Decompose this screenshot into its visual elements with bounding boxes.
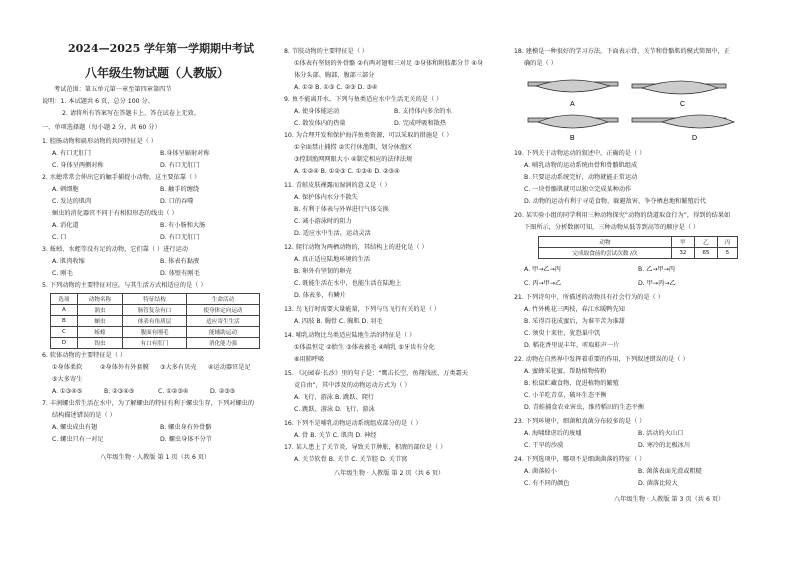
- option: A. 四肢 B. 胸骨 C. 胸肌 D. 羽毛: [294, 318, 383, 325]
- option: C. ①②③④: [158, 388, 189, 395]
- question-15: 15. 《沁园春·长沙》里的句子是：“鹰击长空，鱼翔浅底，万类霜天: [284, 370, 469, 377]
- question-text: 确的是（ ）: [524, 60, 557, 67]
- page-footer: 八年级生物 · 人教版 第 2 页（共 6 页）: [334, 470, 445, 477]
- option: A. ①② B. ①③ C. ②③ D. ③④: [294, 84, 378, 91]
- question-text: ①体温恒定 ②胎生 ③体表被毛 ④哺乳 ⑤牙齿有分化: [294, 344, 435, 351]
- exam-subject-title: 八年级生物试题（人教版）: [85, 66, 230, 80]
- table-cell: 5: [717, 248, 737, 259]
- table-cell: A: [51, 305, 78, 316]
- option: A. 蜜蜂采花蜜，帮助植物传粉: [524, 368, 607, 375]
- table-header: 选项: [51, 294, 78, 305]
- option: D. 有口无肛门: [160, 162, 200, 169]
- option: C. 身体呈两侧对称: [52, 162, 104, 169]
- option: B. 螺虫身有外骨骼: [160, 424, 212, 431]
- question-17: 17. 某人患上了关节炎，导致关节肿胀，积液的部位是（ ）: [284, 444, 447, 451]
- option: A. 螺虫成虫有翅: [52, 424, 98, 431]
- option: A. 使身体能运动: [294, 108, 340, 115]
- question-text: ①体表有坚韧的外骨骼 ②有两对翅和三对足 ③身体和附肢都分节 ④身: [294, 60, 483, 67]
- table-header: 丙: [717, 237, 737, 248]
- option: D. 有口无肛门: [160, 234, 200, 241]
- option: D. 体表多，有鳞片: [294, 292, 347, 299]
- table-cell: 涡虫: [77, 305, 122, 316]
- option: A. 保护体内水分不散失: [294, 194, 358, 201]
- question-18: 18. 建模是一种很好的学习方法，下面表示骨、关节和骨骼肌的模式简图中，正: [514, 48, 730, 55]
- option: A. 哺乳动物的运动系统由骨和骨骼肌组成: [524, 162, 638, 169]
- option: ③大多有贝壳: [160, 364, 197, 371]
- table-cell: 蚯蚓: [77, 327, 122, 338]
- question-20-table: [538, 236, 738, 259]
- option: C. 发达的肌肉: [52, 198, 92, 205]
- question-3: 3. 蚯蚓、水蛭等没有足的动物，它们靠（ ）进行运动: [42, 246, 188, 253]
- option: D. 螺虫身体不分节: [160, 436, 213, 443]
- section-heading: 一、单项选择题（每小题 2 分，共 60 分）: [42, 124, 161, 131]
- option: C. 散发体内的热量: [294, 120, 346, 127]
- question-9: 9. 鱼不能离开水，下列与鱼类适应水中生活无关的是（ ）: [284, 96, 443, 103]
- option: C. 螺虫只有一对足: [52, 436, 104, 443]
- table-row: [51, 305, 260, 316]
- option: A. 真正适应陆地环境的生活: [294, 256, 371, 263]
- table-cell: 有口有肛门: [123, 338, 187, 349]
- option: D. 寒冷的北极冰川: [638, 442, 691, 449]
- muscle-shape: [642, 81, 718, 94]
- question-12: 12. 爬行动物为两栖动物的，其结构上的进化是（ ）: [284, 244, 428, 251]
- question-text: 下图所示，分析数据可知，三种动物从低等到高等的顺序是（ ）: [524, 224, 700, 231]
- option: C. 干旱的沙漠: [524, 442, 564, 449]
- exam-note-1: 说明：1. 本试题共 6 页，总分 100 分。: [42, 98, 154, 105]
- page-footer: 八年级生物 · 人教版 第 3 页（共 6 页）: [614, 496, 725, 503]
- muscle-model-figure: [522, 70, 758, 142]
- option: A. 骨 B. 关节 C. 肌肉 D. 神经: [294, 432, 377, 439]
- option: D. 青蛙捕食农业害虫，维持稻田的生态平衡: [524, 404, 645, 411]
- table-row: [51, 338, 260, 349]
- question-6: 6. 软体动物的主要特征是（ ）: [42, 352, 127, 359]
- question-20: 20. 某实验小组的同学利用三种动物探究“动物的绕道取食行为”，得到的结果如: [514, 212, 731, 219]
- option: A. 竹外桃花三两枝，春江水暖鸭先知: [524, 306, 625, 313]
- option: B.身体呈辐射对称: [160, 150, 210, 157]
- table-cell: C: [51, 327, 78, 338]
- question-14: 14. 哺乳动物比鸟类适应陆地生活的特征是（ ）: [284, 332, 416, 339]
- option: C. 有不同的颜色: [524, 480, 570, 487]
- page-3: [514, 0, 764, 561]
- option: C. 减小游泳时的阻力: [294, 218, 352, 225]
- table-header: 特征结构: [123, 294, 187, 305]
- table-cell: B: [51, 316, 78, 327]
- table-header: 甲: [671, 237, 694, 248]
- table-cell: 完成取食前的尝试次数 /次: [539, 248, 672, 259]
- option: A. 刺细胞: [52, 186, 79, 193]
- question-11: 11. 青蛙皮肤裸露而湿润的意义是（ ）: [284, 182, 391, 189]
- table-header: 生命活动: [186, 294, 259, 305]
- question-5: 5. 下列动物的主要特征对应，与其生活方式相适应的是（ ）: [42, 282, 207, 289]
- option: C. 一块骨骼肌就可以独立完成某种动作: [524, 186, 632, 193]
- question-2: 2. 水螅常常会伸出它的触手捕捉小动物，这主要依靠（ ）: [42, 174, 201, 181]
- option: D. 甲→丙→乙: [638, 280, 676, 287]
- option: ④运动器官是足: [208, 364, 251, 371]
- page-2: [284, 0, 510, 561]
- option: A. ①②④ B. ①②③ C. ①③④ D. ②③④: [294, 168, 400, 175]
- table-row: [51, 316, 260, 327]
- option: A. 飞行、游泳 B. 跳跃、爬行: [294, 394, 375, 401]
- figure-label: A: [570, 101, 575, 108]
- option: B. 有利于体表与外界进行气体交换: [294, 206, 389, 213]
- table-cell: 腹面有刚毛: [123, 327, 187, 338]
- muscle-shape: [662, 115, 734, 128]
- table-cell: D: [51, 338, 78, 349]
- option: B. 触手的缠绕: [160, 186, 200, 193]
- table-cell: 65: [694, 248, 717, 259]
- question-10: 10. 为合理开发和保护海洋鱼类资源，可以采取的措施是（ ）: [284, 132, 453, 139]
- option: B. ②③④⑤: [104, 388, 135, 395]
- option: ①身体柔软: [52, 364, 83, 371]
- table-cell: 32: [671, 248, 694, 259]
- table-cell: 钩虫: [77, 338, 122, 349]
- question-24: 24. 下列选项中，哪项不是细菌菌落的特征（ ）: [514, 456, 646, 463]
- figure-label: B: [570, 135, 575, 142]
- exam-scope: 考试范围：第五单元第一章至第四章第四节: [54, 86, 172, 93]
- option: C. 小羊吃青草，破坏生态平衡: [524, 392, 607, 399]
- exam-note-2: 2. 请将所有答案写在答题卡上，答在试卷上无效。: [62, 110, 200, 117]
- table-cell: 消化能力强: [186, 338, 259, 349]
- muscle-shape: [538, 115, 608, 128]
- option: D. 口的吞噬: [160, 198, 194, 205]
- option: B. 菌落表面光滑或粗糙: [638, 468, 702, 475]
- option: C. 丙→甲→乙: [524, 280, 562, 287]
- option: ②身体外有外套膜: [100, 364, 149, 371]
- page-footer: 八年级生物 · 人教版 第 1 页（共 6 页）: [100, 454, 211, 461]
- table-cell: 蛔虫: [77, 316, 122, 327]
- exam-year-title: 2024—2025 学年第一学期期中考试: [68, 42, 255, 55]
- option: A. 关节软骨 B. 关节 C. 关节腔 D. 关节窝: [294, 456, 408, 463]
- table-cell: 使身体定向运动: [186, 305, 259, 316]
- question-7-cont: 结构描述错误的是（ ）: [52, 412, 116, 419]
- figure-label: D: [692, 135, 698, 142]
- table-header: 动物: [539, 237, 672, 248]
- question-13: 13. 鸟飞行时需要大量能量，下列与鸟飞行有关的是（ ）: [284, 306, 441, 313]
- question-1: 1. 腔肠动物和扁形动物的共同特征是（ ）: [42, 138, 158, 145]
- option: A. 菌落较小: [524, 468, 557, 475]
- option: A. 海啸肆虐后的废墟: [524, 430, 582, 437]
- table-cell: 适应寄生生活: [186, 316, 259, 327]
- table-header: 乙: [694, 237, 717, 248]
- option: A. 甲→乙→丙: [524, 266, 561, 273]
- table-header: 动物名称: [77, 294, 122, 305]
- option: B. 卵外有坚韧的卵壳: [294, 268, 352, 275]
- question-text: 体分头部、胸部、腹部三部分: [294, 72, 375, 79]
- option: A. 有口无肛门: [52, 150, 91, 157]
- question-text: ③控制渔网网眼大小 ④制定相应的法律法规: [294, 156, 413, 163]
- option: B. 支持体内多余的水: [394, 108, 452, 115]
- option: C. 须臾十来往，犹恐巢中饥: [524, 330, 601, 337]
- option: B. 采得百花成蜜后，为谁辛苦为谁甜: [524, 318, 625, 325]
- question-16: 16. 下列不是哺乳动物运动系统组成部分的是（ ）: [284, 420, 422, 427]
- option: B. 有小肠和大肠: [160, 222, 206, 229]
- option: B. 活动的火山口: [638, 430, 684, 437]
- option: B. 乙→甲→丙: [638, 266, 676, 273]
- table-row: [539, 248, 738, 259]
- question-8: 8. 节肢动物的主要特征是（ ）: [284, 48, 369, 55]
- table-row: [51, 327, 260, 338]
- option: C. 跳跃、游泳 D. 飞行、游泳: [294, 406, 375, 413]
- option: B. 体表有黏液: [160, 258, 200, 265]
- question-19: 19. 下列关于动物运动的叙述中，正确的是（ ）: [514, 150, 646, 157]
- table-cell: 肠管复杂有口: [123, 305, 187, 316]
- question-text: ⑥用肺呼吸: [294, 356, 325, 363]
- page-1: [40, 0, 268, 561]
- question-text: 蛔虫的消化器官不同于有相似形态的线虫（ ）: [52, 210, 178, 217]
- question-text: ①全面禁止捕捞 ②实行休渔期，划分休渔区: [294, 144, 413, 151]
- table-cell: 能辅助运动: [186, 327, 259, 338]
- option: C. 既能生活在水中，也能生活在陆地上: [294, 280, 402, 287]
- figure-label: C: [680, 101, 686, 108]
- question-23: 23. 下列环境中，细菌和真菌分布较多的是（ ）: [514, 418, 646, 425]
- option: D. ②③⑤: [210, 388, 236, 395]
- option: D. 体壁有刚毛: [160, 270, 200, 277]
- table-cell: 体表有角质层: [123, 316, 187, 327]
- question-22: 22. 动物在自然界中发挥着重要的作用，下列叙述错误的是（ ）: [514, 356, 689, 363]
- question-21: 21. 下列诗句中，所描述的动物具有社会行为的是（ ）: [514, 294, 664, 301]
- question-text: 竞自由”，其中涉及的动物运动方式为（ ）: [294, 382, 411, 389]
- option: D. 完成呼吸和散热: [394, 120, 447, 127]
- option: A. 肌肉收缩: [52, 258, 85, 265]
- option: D. 稻花香里说丰年，听取蛙声一片: [524, 342, 620, 349]
- option: B. 只要运动系统完好，动物就能正常运动: [524, 174, 638, 181]
- question-7: 7. 丰润螺虫常生活在水中，为了解螺虫的特征有利于螺虫生存，下列对螺虫的: [42, 400, 255, 407]
- option: B. 松鼠贮藏食物，促进植物的繁殖: [524, 380, 619, 387]
- option: D. 适应水中生活，运动灵活: [294, 230, 371, 237]
- option: D. 菌落比较大: [638, 480, 678, 487]
- option: C. 口: [52, 234, 67, 241]
- question-5-table: [50, 293, 260, 349]
- option: ⑤大多寄生: [52, 376, 83, 383]
- option: A. 消化道: [52, 222, 79, 229]
- option: A. ①③④⑤: [52, 388, 83, 395]
- option: C. 刚毛: [52, 270, 73, 277]
- option: D. 动物的运动有利于寻觅食物、躲避敌害、争夺栖息地和繁殖后代: [524, 198, 706, 205]
